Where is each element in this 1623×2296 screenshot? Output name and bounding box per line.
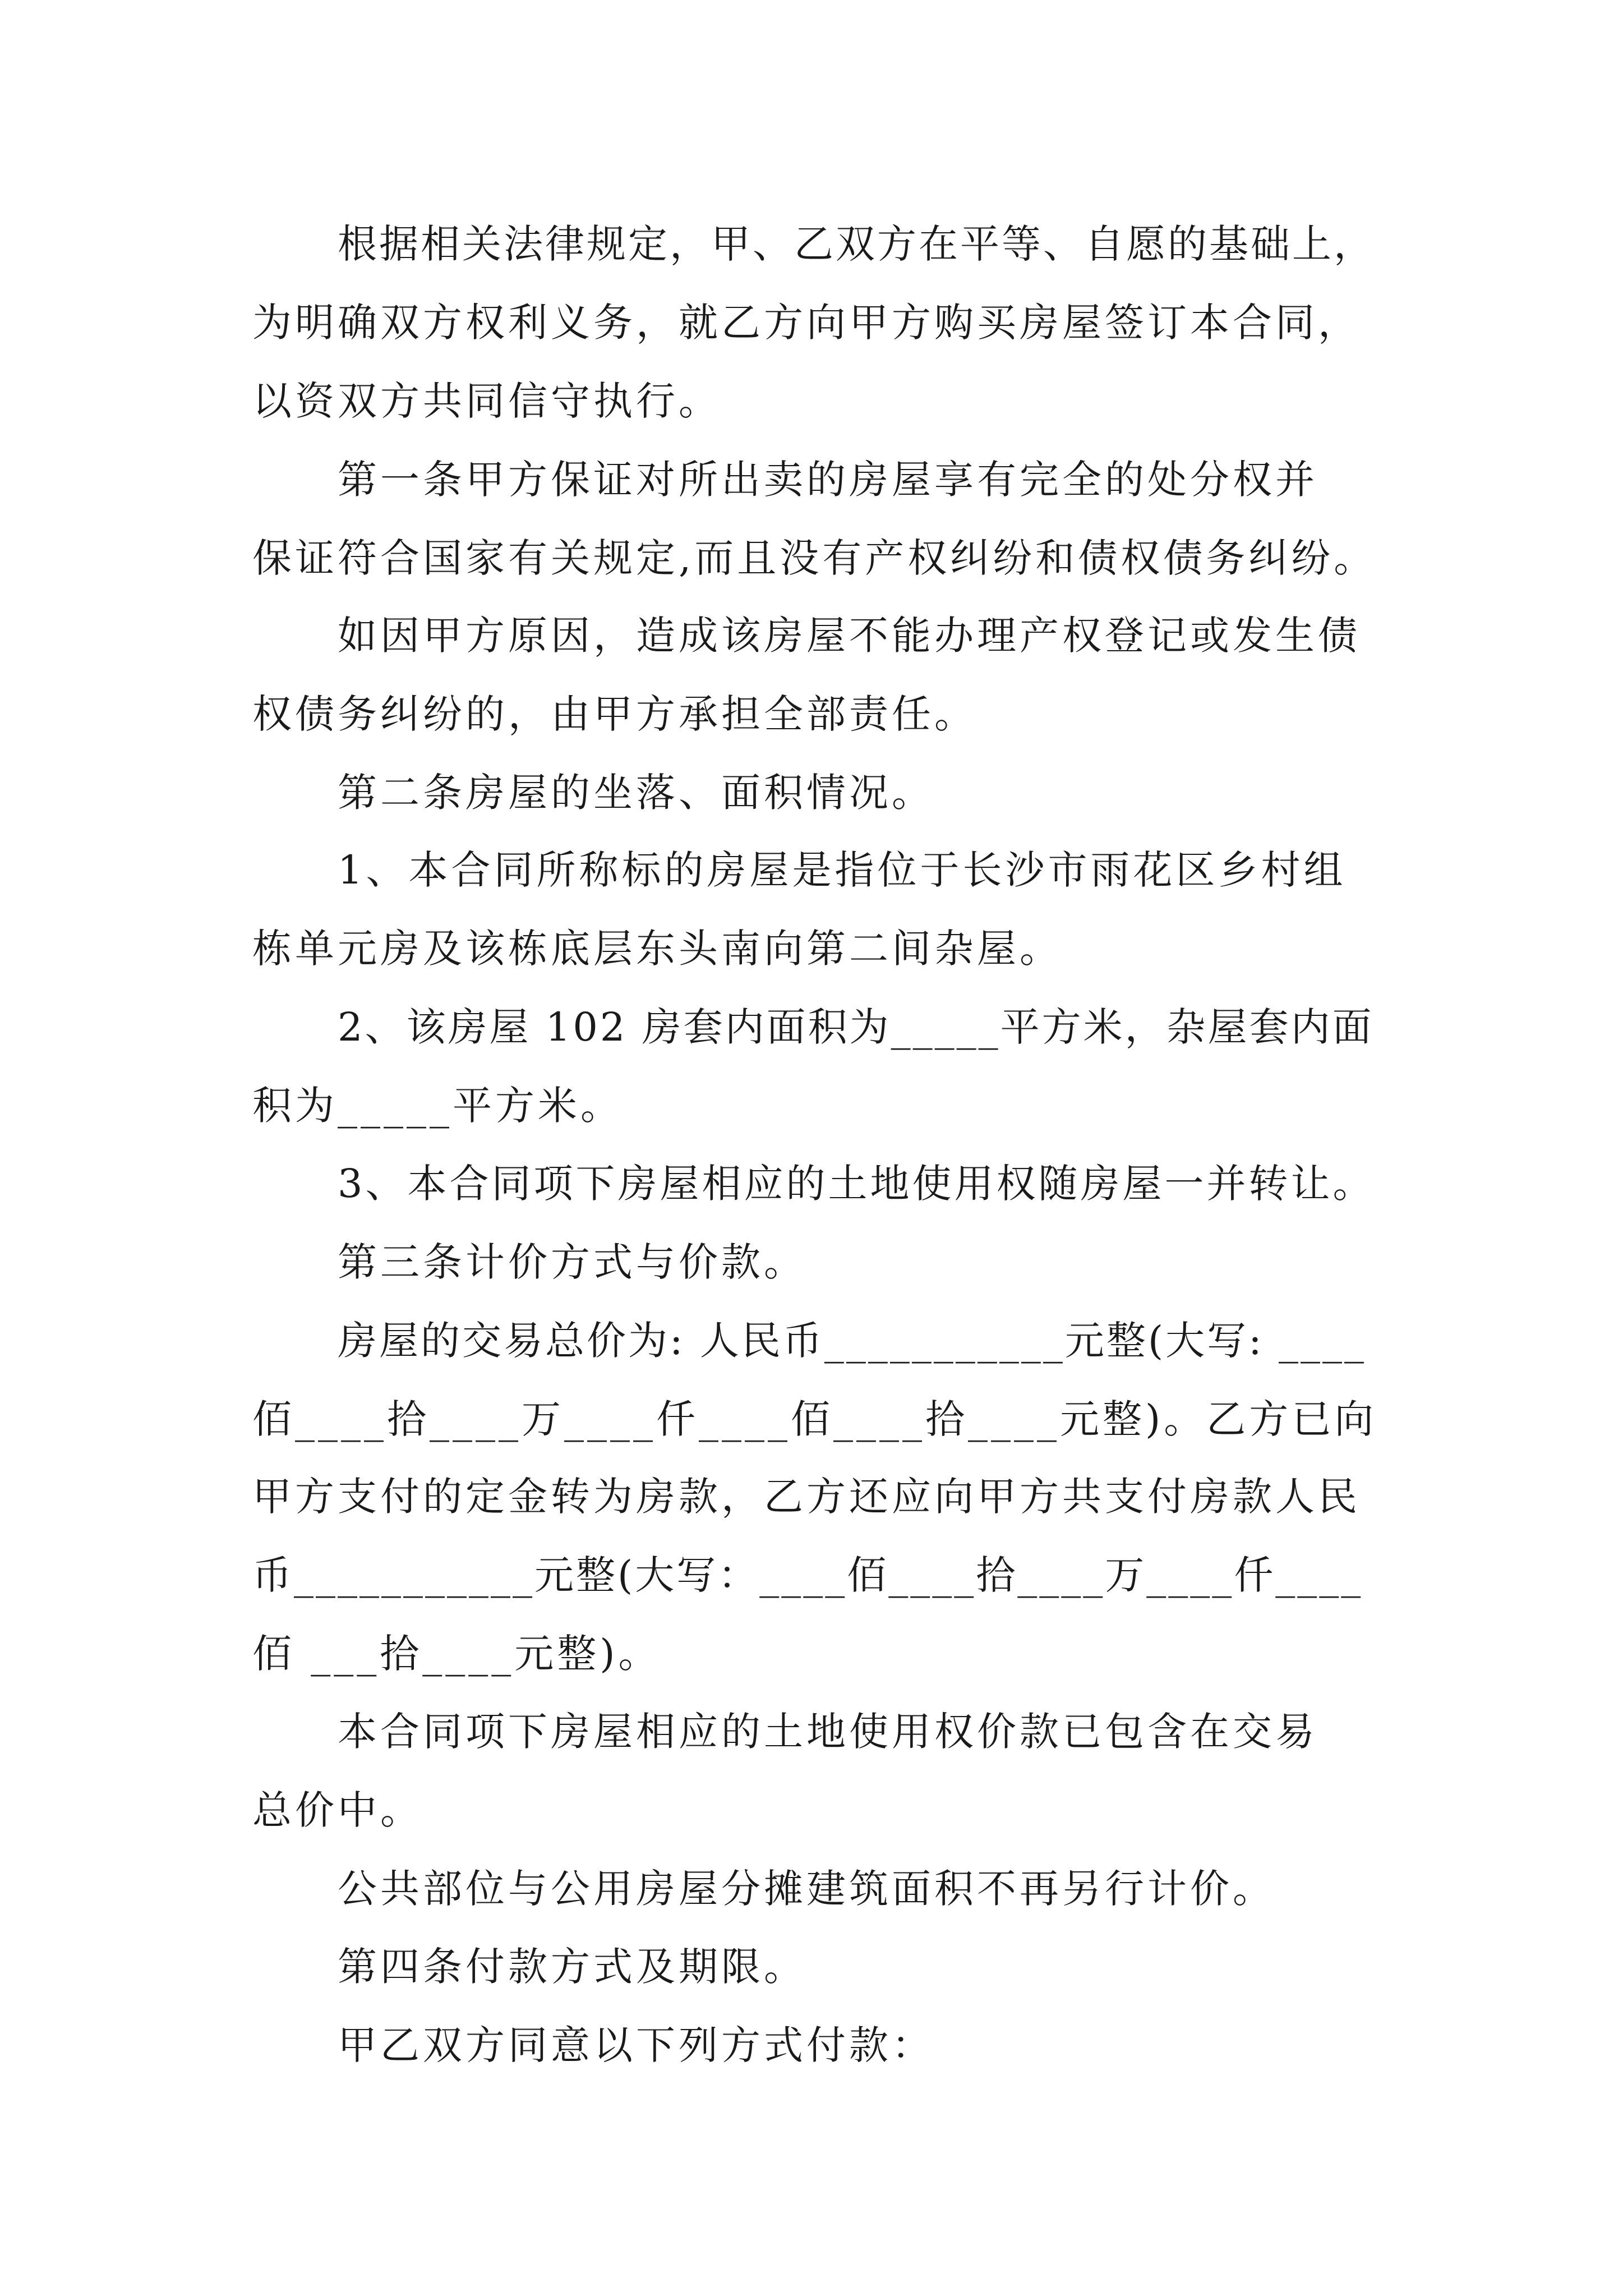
text-line: 第三条计价方式与价款。: [338, 1239, 806, 1285]
text-line: 甲方支付的定金转为房款，乙方还应向甲方共支付房款人民: [252, 1474, 1361, 1520]
text-line: 为明确双方权利义务，就乙方向甲方购买房屋签订本合同，: [252, 300, 1361, 346]
text-line: 栋单元房及该栋底层东头南向第二间杂屋。: [252, 926, 1062, 972]
text-line: 佰 ___拾____元整)。: [252, 1631, 661, 1677]
text-line: 3、本合同项下房屋相应的土地使用权随房屋一并转让。: [338, 1161, 1375, 1207]
text-line: 以资双方共同信守执行。: [252, 378, 721, 424]
text-line: 房屋的交易总价为: 人民币___________元整(大写: ____: [338, 1318, 1366, 1364]
text-line: 根据相关法律规定，甲、乙双方在平等、自愿的基础上，: [338, 221, 1375, 267]
text-line: 第二条房屋的坐落、面积情况。: [338, 770, 934, 816]
text-line: 保证符合国家有关规定,而且没有产权纠纷和债权债务纠纷。: [252, 535, 1377, 581]
text-line: 佰____拾____万____仟____佰____拾____元整)。乙方已向: [252, 1396, 1377, 1442]
text-line: 公共部位与公用房屋分摊建筑面积不再另行计价。: [338, 1866, 1275, 1912]
text-line: 权债务纠纷的，由甲方承担全部责任。: [252, 691, 977, 737]
text-line: 本合同项下房屋相应的土地使用权价款已包含在交易: [338, 1709, 1318, 1755]
text-line: 1、本合同所称标的房屋是指位于长沙市雨花区乡村组: [338, 847, 1347, 893]
text-line: 甲乙双方同意以下列方式付款：: [338, 2022, 934, 2068]
text-line: 总价中。: [252, 1787, 423, 1833]
text-line: 积为_____平方米。: [252, 1083, 623, 1129]
text-line: 如因甲方原因，造成该房屋不能办理产权登记或发生债: [338, 613, 1361, 659]
text-line: 第一条甲方保证对所出卖的房屋享有完全的处分权并: [338, 457, 1318, 503]
text-line: 2、该房屋 102 房套内面积为_____平方米，杂屋套内面: [338, 1004, 1374, 1050]
text-line: 币___________元整(大写：____佰____拾____万____仟____: [252, 1552, 1363, 1598]
text-line: 第四条付款方式及期限。: [338, 1944, 806, 1990]
